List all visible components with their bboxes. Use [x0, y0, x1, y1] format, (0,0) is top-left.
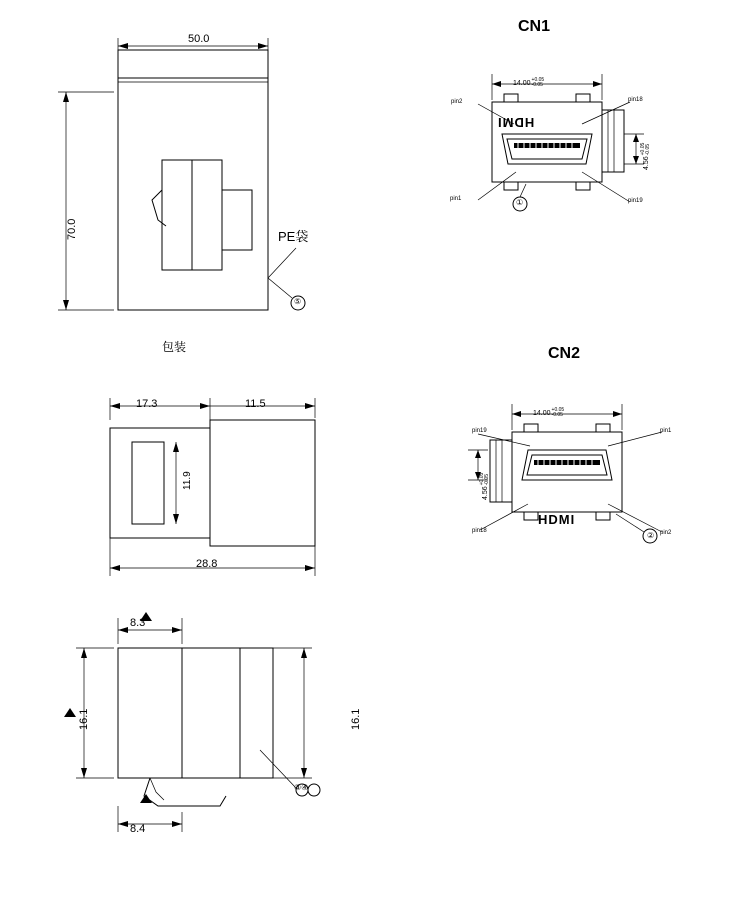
cn2-pin1-label: pin1	[660, 428, 672, 434]
side-view-dim-top: 8.3	[130, 617, 146, 629]
cn1-hdmi-logo: HDMI	[497, 115, 535, 130]
packaging-width-dim: 50.0	[188, 33, 210, 45]
cn1-width-dim: 14.00 +0.05 -0.05	[513, 77, 545, 88]
cn2-width-dim: 14.00 +0.05 -0.05	[533, 407, 565, 418]
side-view-height-left: 16.1	[78, 708, 90, 730]
cn2-connector-graphic	[450, 390, 750, 570]
side-view-balloons: ③④	[294, 783, 309, 792]
cn1-title: CN1	[518, 18, 551, 35]
top-view-dim-right: 11.5	[245, 398, 266, 410]
packaging-height-dim: 70.0	[66, 218, 78, 240]
cn2-pin18-label: pin18	[472, 528, 487, 534]
side-view-dim-bottom: 8.4	[130, 823, 146, 835]
cn2-hdmi-logo: HDMI	[538, 512, 576, 527]
packaging-view-graphic	[40, 20, 340, 340]
cn1-balloon-1: ①	[516, 198, 524, 207]
cn2-pin19-label: pin19	[472, 428, 487, 434]
packaging-caption: 包装	[162, 340, 187, 354]
cn1-pin19-label: pin19	[628, 198, 643, 204]
top-view-inner-height: 11.9	[182, 471, 193, 490]
cn1-pin18-label: pin18	[628, 97, 643, 103]
cn2-title: CN2	[548, 345, 581, 362]
cn1-pin2-label: pin2	[451, 99, 463, 105]
top-view-total-dim: 28.8	[196, 558, 218, 570]
cn2-balloon-2: ②	[647, 531, 655, 540]
cn2-pin2-label: pin2	[660, 530, 672, 536]
cn2-height-dim: 4.56 +0.05 -0.05	[479, 472, 490, 500]
packaging-balloon-5: ⑤	[294, 297, 302, 306]
top-view-graphic	[40, 390, 340, 590]
pe-bag-label: PE袋	[278, 229, 309, 244]
cn1-pin1-label: pin1	[450, 196, 462, 202]
cn1-connector-graphic	[430, 60, 730, 240]
side-view-height-right: 16.1	[350, 708, 362, 730]
top-view-dim-left: 17.3	[136, 398, 158, 410]
cn1-height-dim: 4.56 +0.05 -0.05	[640, 142, 651, 170]
